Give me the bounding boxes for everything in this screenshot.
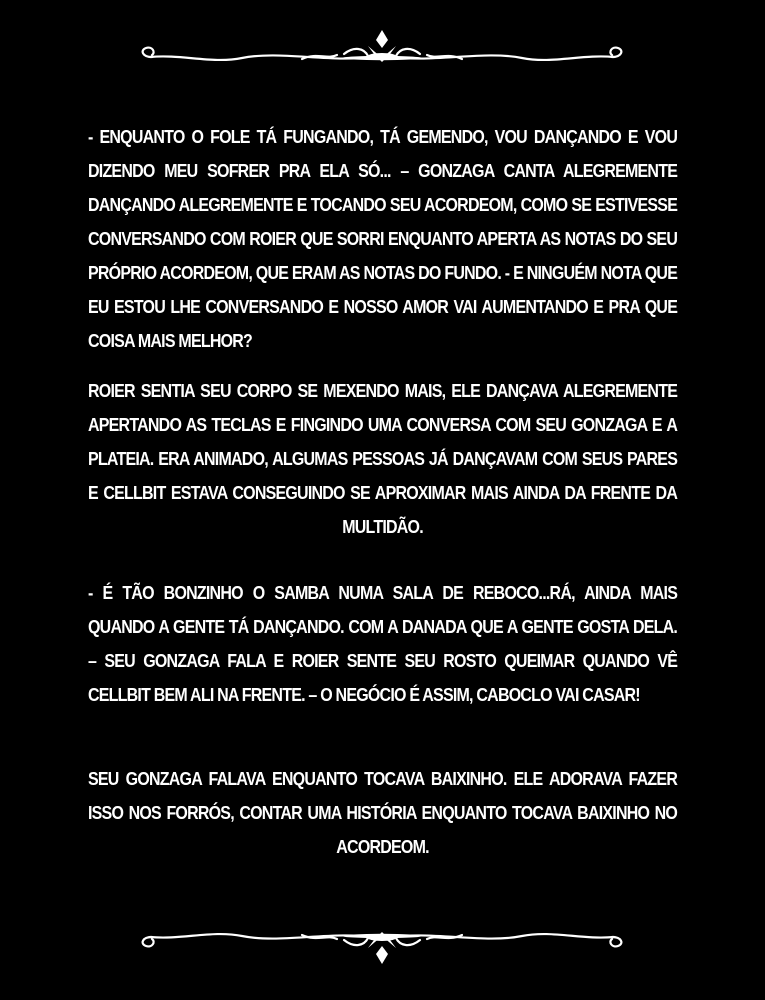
paragraph-text: - ENQUANTO O FOLE TÁ FUNGANDO, TÁ GEMENDO, VOU DANÇANDO E VOU DIZENDO MEU SOFRER PRA ELA SÓ... – GONZAGA CANTA ALEGREMENTE DANÇANDO ALEGREMENTE E TOCANDO SEU ACORDEOM, COMO SE ESTIVESSE CONVERSANDO COM ROIER QUE SORRI ENQUANTO APERTA AS NOTAS DO SEU PRÓPRIO ACORDEOM, QUE ERAM AS NOTAS DO FUNDO. - E NINGUÉM NOTA QUE EU ESTOU LHE CONVERSANDO E NOSSO AMOR VAI AUMENTANDO E PRA QUE COISA MAIS MELHOR?	[88, 126, 678, 351]
paragraph-text: ROIER SENTIA SEU CORPO SE MEXENDO MAIS, ELE DANÇAVA ALEGREMENTE APERTANDO AS TECLAS E FINGINDO UMA CONVERSA COM SEU GONZAGA E A PLATEIA. ERA ANIMADO, ALGUMAS PESSOAS JÁ DANÇAVAM COM SEUS PARES E CELLBIT ESTAVA CONSEGUINDO SE APROXIMAR MAIS AINDA DA FRENTE DA MULTIDÃO.	[88, 380, 678, 537]
story-paragraph-3	[88, 576, 677, 712]
paragraph-text: SEU GONZAGA FALAVA ENQUANTO TOCAVA BAIXINHO. ELE ADORAVA FAZER ISSO NOS FORRÓS, CONTAR UMA HISTÓRIA ENQUANTO TOCAVA BAIXINHO NO ACORDEOM.	[88, 768, 678, 857]
top-flourish-ornament	[132, 24, 632, 84]
story-paragraph-2	[88, 374, 677, 544]
bottom-flourish-ornament	[132, 914, 632, 974]
paragraph-text: - É TÃO BONZINHO O SAMBA NUMA SALA DE REBOCO...RÁ, AINDA MAIS QUANDO A GENTE TÁ DANÇANDO. COM A DANADA QUE A GENTE GOSTA DELA. – SEU GONZAGA FALA E ROIER SENTE SEU ROSTO QUEIMAR QUANDO VÊ CELLBIT BEM ALI NA FRENTE. – O NEGÓCIO É ASSIM, CABOCLO VAI CASAR!	[88, 582, 678, 705]
story-paragraph-1	[88, 120, 677, 358]
story-paragraph-4	[88, 762, 677, 864]
